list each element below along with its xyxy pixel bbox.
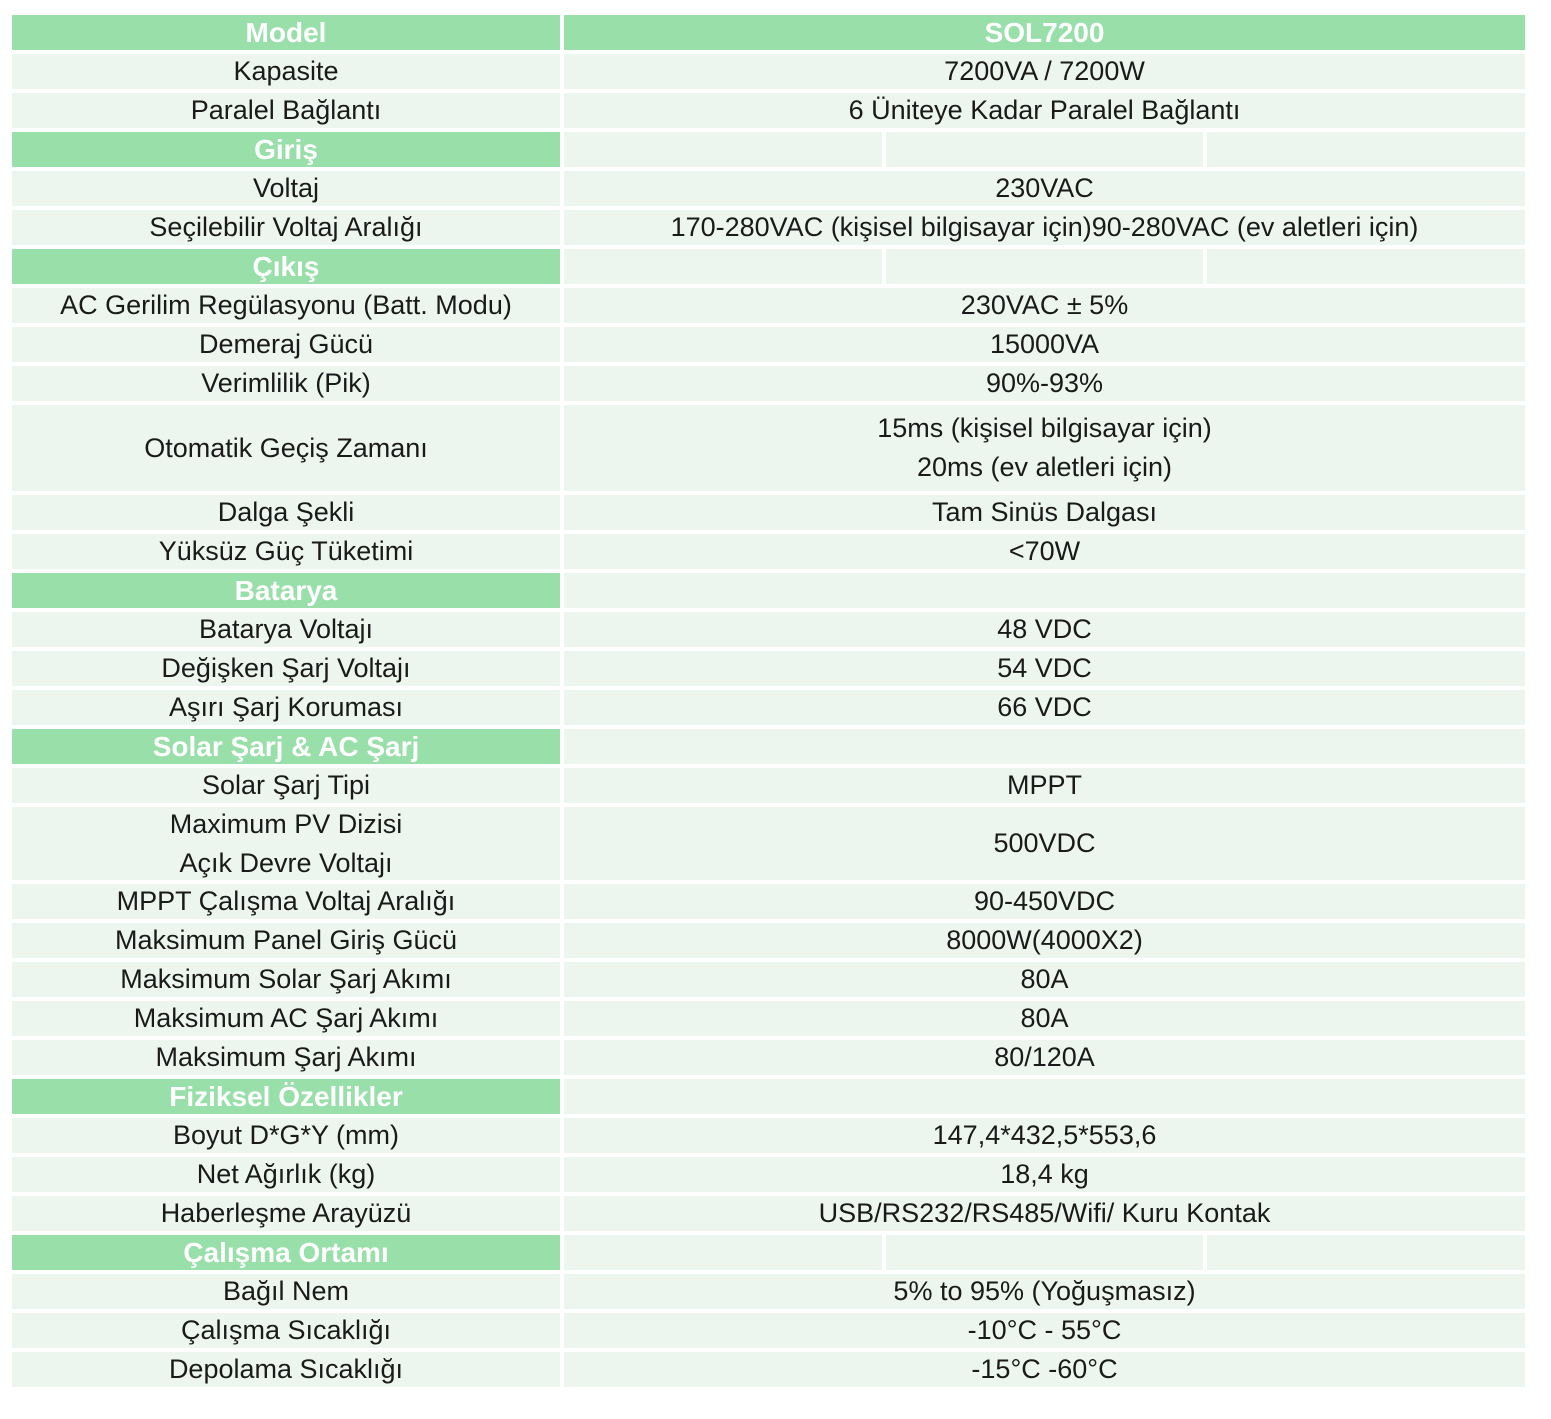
table-row bbox=[12, 93, 1525, 132]
table-row bbox=[12, 534, 1525, 573]
spec-value bbox=[564, 54, 1525, 89]
spec-value-line: Tam Sinüs Dalgası bbox=[931, 497, 1158, 527]
spec-label: Depolama Sıcaklığı bbox=[12, 1352, 560, 1387]
empty-cell bbox=[1203, 249, 1525, 284]
spec-value-line: 80A bbox=[1020, 1003, 1069, 1033]
spec-value-line: 8000W(4000X2) bbox=[946, 925, 1143, 955]
section-empty-cell bbox=[564, 729, 1525, 764]
spec-value-line: 80A bbox=[1020, 964, 1069, 994]
spec-label: AC Gerilim Regülasyonu (Batt. Modu) bbox=[12, 288, 560, 323]
table-row bbox=[12, 923, 1525, 962]
spec-value-line: 48 VDC bbox=[997, 614, 1092, 644]
spec-value bbox=[564, 1040, 1525, 1075]
spec-value-line: 170-280VAC (kişisel bilgisayar için)90-280VAC (ev aletleri için) bbox=[670, 212, 1419, 242]
spec-value-line: 80/120A bbox=[994, 1042, 1095, 1072]
section-row bbox=[12, 1079, 1525, 1118]
spec-value bbox=[564, 210, 1525, 245]
table-row bbox=[12, 171, 1525, 210]
empty-cell bbox=[1203, 132, 1525, 167]
spec-value bbox=[564, 923, 1525, 958]
spec-value-line: 18,4 kg bbox=[1000, 1159, 1089, 1189]
spec-value bbox=[564, 171, 1525, 206]
spec-value bbox=[564, 768, 1525, 803]
spec-value-line: -15°C -60°C bbox=[971, 1354, 1118, 1384]
spec-value bbox=[564, 962, 1525, 997]
spec-value bbox=[564, 1001, 1525, 1036]
spec-value-line: 15ms (kişisel bilgisayar için) bbox=[877, 413, 1212, 443]
table-row bbox=[12, 1352, 1525, 1391]
spec-value-line: USB/RS232/RS485/Wifi/ Kuru Kontak bbox=[818, 1198, 1271, 1228]
spec-value-line: 500VDC bbox=[993, 828, 1096, 858]
table-row bbox=[12, 1274, 1525, 1313]
table-row bbox=[12, 807, 1525, 884]
section-title: Çıkış bbox=[12, 249, 560, 284]
section-title: Giriş bbox=[12, 132, 560, 167]
section-row bbox=[12, 1235, 1525, 1274]
section-empty-cells bbox=[564, 1235, 1525, 1270]
spec-value bbox=[564, 807, 1525, 880]
section-row bbox=[12, 132, 1525, 171]
spec-label: Seçilebilir Voltaj Aralığı bbox=[12, 210, 560, 245]
table-row bbox=[12, 495, 1525, 534]
table-row bbox=[12, 651, 1525, 690]
spec-label: Demeraj Gücü bbox=[12, 327, 560, 362]
table-row bbox=[12, 288, 1525, 327]
table-row bbox=[12, 884, 1525, 923]
table-row bbox=[12, 1118, 1525, 1157]
spec-label: Net Ağırlık (kg) bbox=[12, 1157, 560, 1192]
table-row bbox=[12, 1313, 1525, 1352]
table-row bbox=[12, 962, 1525, 1001]
spec-value bbox=[564, 288, 1525, 323]
spec-value bbox=[564, 93, 1525, 128]
spec-value-line: 90%-93% bbox=[985, 368, 1104, 398]
spec-value bbox=[564, 651, 1525, 686]
spec-label: Maksimum Şarj Akımı bbox=[12, 1040, 560, 1075]
table-row bbox=[12, 1196, 1525, 1235]
spec-label: Çalışma Sıcaklığı bbox=[12, 1313, 560, 1348]
spec-label-line: Maximum PV Dizisi bbox=[169, 808, 403, 839]
spec-label: Solar Şarj Tipi bbox=[12, 768, 560, 803]
spec-value bbox=[564, 1157, 1525, 1192]
table-row bbox=[12, 1157, 1525, 1196]
spec-label: Voltaj bbox=[12, 171, 560, 206]
spec-value bbox=[564, 366, 1525, 401]
spec-value-line: 7200VA / 7200W bbox=[944, 56, 1145, 86]
section-empty-cell bbox=[564, 1079, 1525, 1114]
spec-value bbox=[564, 495, 1525, 530]
spec-value bbox=[564, 534, 1525, 569]
model-value: SOL7200 bbox=[564, 15, 1525, 50]
section-title: Batarya bbox=[12, 573, 560, 608]
section-title: Solar Şarj & AC Şarj bbox=[12, 729, 560, 764]
spec-label: MPPT Çalışma Voltaj Aralığı bbox=[12, 884, 560, 919]
table-row bbox=[12, 366, 1525, 405]
spec-label: Batarya Voltajı bbox=[12, 612, 560, 647]
spec-value-line: 230VAC ± 5% bbox=[960, 290, 1129, 320]
section-empty-cells bbox=[564, 249, 1525, 284]
spec-value bbox=[564, 884, 1525, 919]
spec-label: Haberleşme Arayüzü bbox=[12, 1196, 560, 1231]
empty-cell bbox=[564, 1235, 882, 1270]
spec-value-line: 20ms (ev aletleri için) bbox=[916, 452, 1173, 482]
empty-cell bbox=[882, 132, 1204, 167]
spec-value-line: 90-450VDC bbox=[973, 886, 1116, 916]
spec-label: Aşırı Şarj Koruması bbox=[12, 690, 560, 725]
empty-cell bbox=[882, 1235, 1204, 1270]
spec-label bbox=[12, 807, 560, 880]
empty-cell bbox=[882, 249, 1204, 284]
table-row bbox=[12, 612, 1525, 651]
section-row bbox=[12, 249, 1525, 288]
section-empty-cells bbox=[564, 132, 1525, 167]
spec-value bbox=[564, 327, 1525, 362]
spec-label: Kapasite bbox=[12, 54, 560, 89]
spec-value bbox=[564, 612, 1525, 647]
spec-value-line: 66 VDC bbox=[997, 692, 1092, 722]
spec-label-line: Açık Devre Voltajı bbox=[179, 847, 393, 878]
spec-value-line: 147,4*432,5*553,6 bbox=[932, 1120, 1157, 1150]
spec-value bbox=[564, 1313, 1525, 1348]
spec-label: Bağıl Nem bbox=[12, 1274, 560, 1309]
spec-value-line: MPPT bbox=[1006, 770, 1082, 800]
spec-value bbox=[564, 1196, 1525, 1231]
spec-label: Verimlilik (Pik) bbox=[12, 366, 560, 401]
section-empty-cell bbox=[564, 573, 1525, 608]
spec-label: Maksimum Panel Giriş Gücü bbox=[12, 923, 560, 958]
table-row bbox=[12, 690, 1525, 729]
spec-rows bbox=[12, 54, 1525, 1391]
spec-label: Otomatik Geçiş Zamanı bbox=[12, 405, 560, 491]
spec-value-line: 5% to 95% (Yoğuşmasız) bbox=[893, 1276, 1196, 1306]
spec-value-line: -10°C - 55°C bbox=[967, 1315, 1122, 1345]
empty-cell bbox=[564, 249, 882, 284]
section-title: Çalışma Ortamı bbox=[12, 1235, 560, 1270]
spec-label: Dalga Şekli bbox=[12, 495, 560, 530]
spec-label: Maksimum AC Şarj Akımı bbox=[12, 1001, 560, 1036]
spec-value bbox=[564, 405, 1525, 491]
spec-label: Yüksüz Güç Tüketimi bbox=[12, 534, 560, 569]
model-label: Model bbox=[12, 15, 560, 50]
section-title: Fiziksel Özellikler bbox=[12, 1079, 560, 1114]
spec-value-line: 54 VDC bbox=[997, 653, 1092, 683]
table-row bbox=[12, 1001, 1525, 1040]
spec-value bbox=[564, 1274, 1525, 1309]
spec-label: Değişken Şarj Voltajı bbox=[12, 651, 560, 686]
spec-value bbox=[564, 1352, 1525, 1387]
spec-table bbox=[12, 15, 1525, 1391]
table-row bbox=[12, 327, 1525, 366]
spec-label: Maksimum Solar Şarj Akımı bbox=[12, 962, 560, 997]
spec-value-line: 15000VA bbox=[989, 329, 1100, 359]
spec-value bbox=[564, 1118, 1525, 1153]
empty-cell bbox=[564, 132, 882, 167]
table-row bbox=[12, 405, 1525, 495]
section-row bbox=[12, 573, 1525, 612]
table-row bbox=[12, 768, 1525, 807]
spec-label: Paralel Bağlantı bbox=[12, 93, 560, 128]
spec-value bbox=[564, 690, 1525, 725]
table-row bbox=[12, 1040, 1525, 1079]
spec-value-line: 230VAC bbox=[995, 173, 1094, 203]
model-header-row bbox=[12, 15, 1525, 54]
section-row bbox=[12, 729, 1525, 768]
table-row bbox=[12, 54, 1525, 93]
spec-value-line: 6 Üniteye Kadar Paralel Bağlantı bbox=[848, 95, 1241, 125]
empty-cell bbox=[1203, 1235, 1525, 1270]
spec-label: Boyut D*G*Y (mm) bbox=[12, 1118, 560, 1153]
table-row bbox=[12, 210, 1525, 249]
spec-value-line: <70W bbox=[1008, 536, 1081, 566]
